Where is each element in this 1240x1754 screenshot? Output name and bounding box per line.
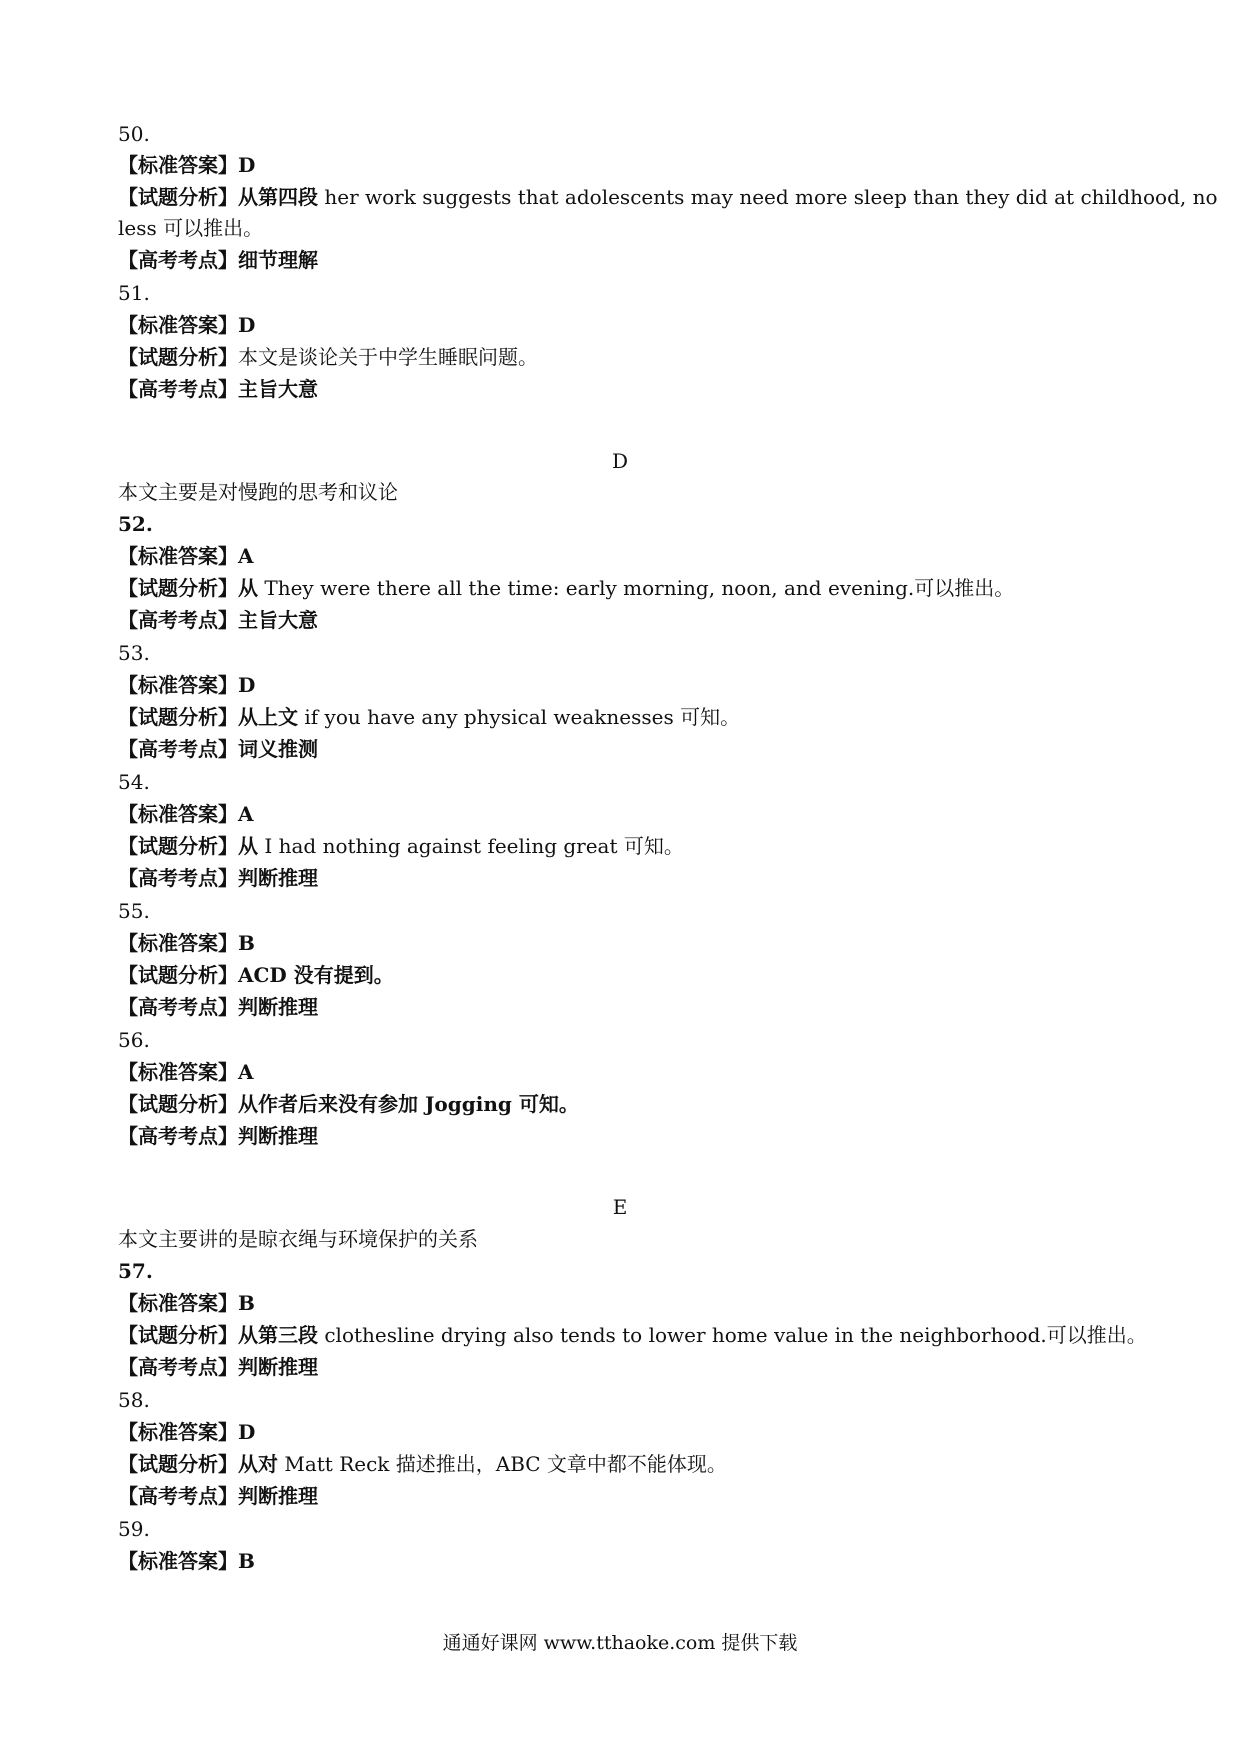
question-number-51: 51.: [118, 281, 150, 305]
answer-line-52: [118, 542, 254, 570]
analysis-line-58: [118, 1450, 727, 1478]
answer-label: 【标准答案】: [118, 1060, 238, 1084]
answer-line-50: [118, 151, 255, 179]
point-value: 判断推理: [238, 1484, 318, 1508]
answer-value: B: [238, 1549, 255, 1573]
analysis-line-53: [118, 703, 740, 731]
analysis-label: 【试题分析】: [118, 185, 238, 209]
analysis-text: 从作者后来没有参加 Jogging 可知。: [238, 1092, 579, 1116]
point-label: 【高考考点】: [118, 608, 238, 632]
analysis-line-56: [118, 1090, 579, 1118]
section-intro-e: 本文主要讲的是晾衣绳与环境保护的关系: [118, 1227, 478, 1251]
section-heading-d: D: [611, 449, 629, 473]
point-label: 【高考考点】: [118, 1355, 238, 1379]
answer-value: B: [238, 1291, 255, 1315]
point-value: 细节理解: [238, 248, 318, 272]
point-value: 判断推理: [238, 1355, 318, 1379]
point-value: 判断推理: [238, 1124, 318, 1148]
answer-line-51: [118, 311, 255, 339]
question-number-50: 50.: [118, 122, 150, 146]
question-number-58: 58.: [118, 1388, 150, 1412]
point-label: 【高考考点】: [118, 995, 238, 1019]
point-label: 【高考考点】: [118, 1124, 238, 1148]
answer-value: B: [238, 931, 255, 955]
point-line-51: [118, 375, 318, 403]
question-number-55: 55.: [118, 899, 150, 923]
answer-label: 【标准答案】: [118, 1420, 238, 1444]
question-number-59: 59.: [118, 1517, 150, 1541]
point-line-52: [118, 606, 318, 634]
answer-label: 【标准答案】: [118, 931, 238, 955]
point-value: 判断推理: [238, 866, 318, 890]
analysis-label: 【试题分析】: [118, 705, 238, 729]
point-line-56: [118, 1122, 318, 1150]
analysis-bold: 从第三段: [238, 1323, 318, 1347]
analysis-bold: 从: [238, 834, 258, 858]
answer-line-58: [118, 1418, 255, 1446]
analysis-bold: 从: [238, 576, 258, 600]
analysis-bold: 从对: [238, 1452, 278, 1476]
answer-value: A: [238, 802, 254, 826]
answer-line-56: [118, 1058, 254, 1086]
point-line-53: [118, 735, 318, 763]
answer-label: 【标准答案】: [118, 153, 238, 177]
answer-value: D: [238, 1420, 256, 1444]
analysis-text: her work suggests that adolescents may need more sleep than they did at childhood, no: [324, 185, 1218, 209]
question-number-52: 52.: [118, 512, 153, 536]
point-label: 【高考考点】: [118, 866, 238, 890]
answer-value: D: [238, 313, 256, 337]
answer-value: A: [238, 1060, 254, 1084]
answer-label: 【标准答案】: [118, 802, 238, 826]
question-number-57: 57.: [118, 1259, 153, 1283]
point-value: 主旨大意: [238, 377, 318, 401]
answer-value: D: [238, 153, 256, 177]
point-label: 【高考考点】: [118, 737, 238, 761]
analysis-line-55: [118, 961, 394, 989]
analysis-text: They were there all the time: early morning, noon, and evening.可以推出。: [264, 576, 1015, 600]
answer-label: 【标准答案】: [118, 673, 238, 697]
answer-line-54: [118, 800, 254, 828]
analysis-label: 【试题分析】: [118, 963, 238, 987]
point-value: 词义推测: [238, 737, 318, 761]
point-line-50: [118, 246, 318, 274]
analysis-label: 【试题分析】: [118, 1323, 238, 1347]
point-line-57: [118, 1353, 318, 1381]
analysis-text: if you have any physical weaknesses 可知。: [304, 705, 741, 729]
point-value: 判断推理: [238, 995, 318, 1019]
analysis-bold: 从上文: [238, 705, 298, 729]
point-value: 主旨大意: [238, 608, 318, 632]
answer-line-57: [118, 1289, 255, 1317]
point-line-58: [118, 1482, 318, 1510]
analysis-line-57: [118, 1321, 1147, 1349]
section-heading-e: E: [612, 1195, 628, 1219]
analysis-line-52: [118, 574, 1014, 602]
analysis-text: 本文是谈论关于中学生睡眠问题。: [238, 345, 538, 369]
analysis-label: 【试题分析】: [118, 834, 238, 858]
analysis-text: Matt Reck 描述推出，ABC 文章中都不能体现。: [284, 1452, 727, 1476]
analysis-line-50: [118, 183, 1218, 211]
analysis-label: 【试题分析】: [118, 1452, 238, 1476]
point-label: 【高考考点】: [118, 377, 238, 401]
point-label: 【高考考点】: [118, 1484, 238, 1508]
analysis-line-54: [118, 832, 684, 860]
point-label: 【高考考点】: [118, 248, 238, 272]
answer-label: 【标准答案】: [118, 313, 238, 337]
analysis-line-51: [118, 343, 538, 371]
section-intro-d: 本文主要是对慢跑的思考和议论: [118, 480, 398, 504]
analysis-text: I had nothing against feeling great 可知。: [264, 834, 684, 858]
answer-value: A: [238, 544, 254, 568]
analysis-line-50-cont: less 可以推出。: [118, 216, 264, 240]
analysis-text: ACD 没有提到。: [238, 963, 394, 987]
answer-value: D: [238, 673, 256, 697]
answer-line-53: [118, 671, 255, 699]
analysis-text: clothesline drying also tends to lower home value in the neighborhood.可以推出。: [324, 1323, 1147, 1347]
answer-label: 【标准答案】: [118, 544, 238, 568]
point-line-54: [118, 864, 318, 892]
answer-label: 【标准答案】: [118, 1549, 238, 1573]
analysis-label: 【试题分析】: [118, 576, 238, 600]
analysis-label: 【试题分析】: [118, 1092, 238, 1116]
answer-line-59: [118, 1547, 255, 1575]
point-line-55: [118, 993, 318, 1021]
page-footer: 通通好课网 www.tthaoke.com 提供下载: [442, 1632, 798, 1654]
answer-label: 【标准答案】: [118, 1291, 238, 1315]
question-number-56: 56.: [118, 1028, 150, 1052]
question-number-53: 53.: [118, 641, 150, 665]
question-number-54: 54.: [118, 770, 150, 794]
analysis-label: 【试题分析】: [118, 345, 238, 369]
answer-line-55: [118, 929, 255, 957]
analysis-bold: 从第四段: [238, 185, 318, 209]
